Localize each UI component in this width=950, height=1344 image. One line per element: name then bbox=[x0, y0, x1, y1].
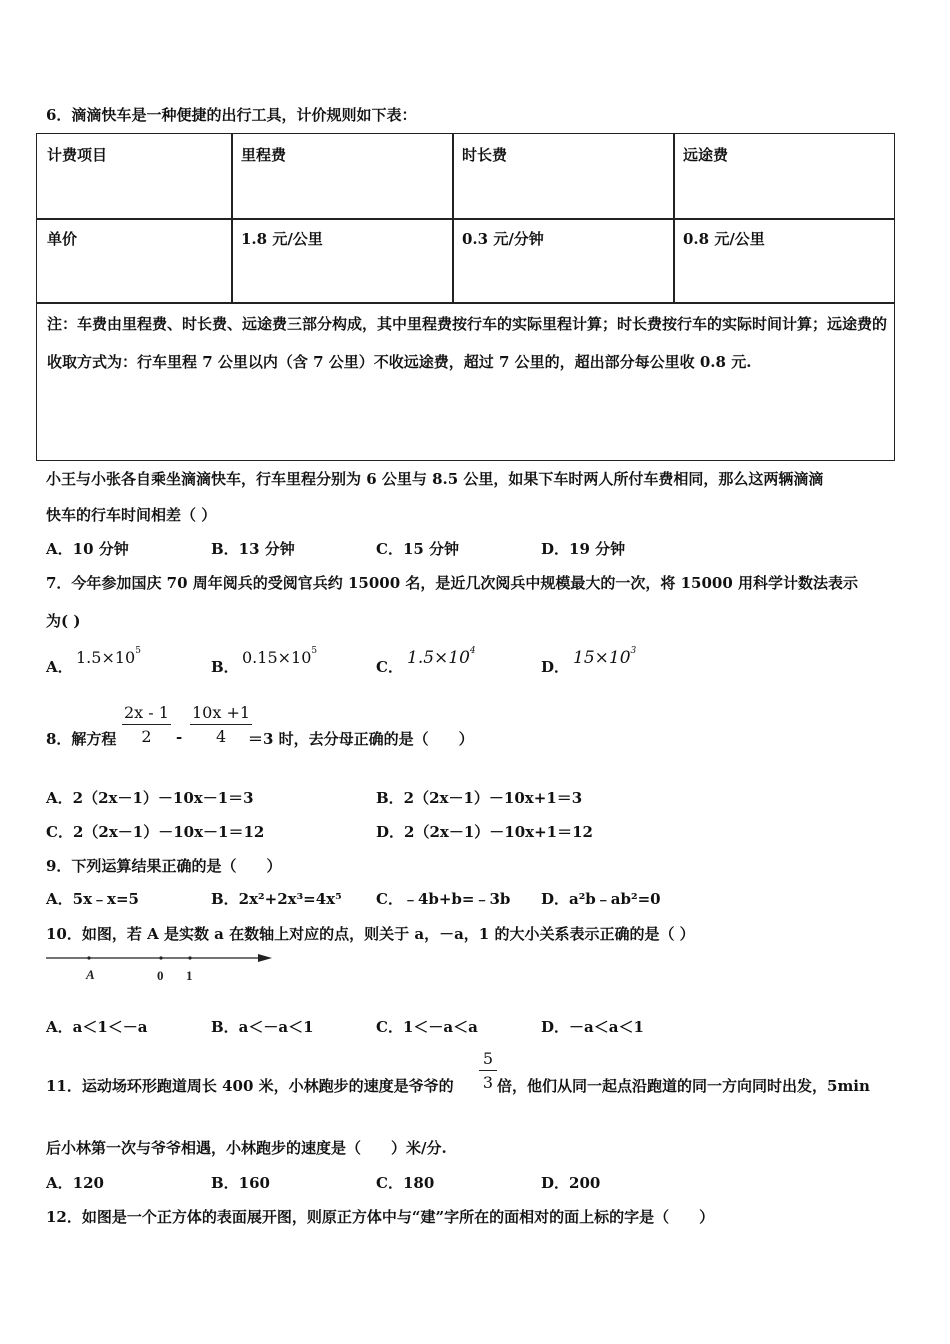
q8-fraction-2 bbox=[190, 703, 252, 746]
q7-option-d-value: $15\times 10^3$ bbox=[573, 646, 637, 668]
fraction-bar bbox=[122, 724, 171, 725]
origin-marker bbox=[159, 956, 162, 959]
q7-option-b-value: $0.15\times 10^5$ bbox=[242, 646, 318, 667]
table-cell: 单价 bbox=[47, 230, 78, 248]
pricing-table bbox=[36, 133, 895, 461]
q7-option-d-label: D． bbox=[541, 658, 570, 676]
table-header-cell: 计费项目 bbox=[47, 146, 108, 164]
q11-option-c: C．180 bbox=[376, 1174, 435, 1192]
q11-prefix: 11．运动场环形跑道周长 400 米，小林跑步的速度是爷爷的 bbox=[46, 1077, 454, 1095]
one-label: 1 bbox=[186, 968, 193, 983]
q8-fraction-1 bbox=[122, 703, 171, 746]
table-header-cell: 里程费 bbox=[241, 146, 287, 164]
q8-prefix: 8．解方程 bbox=[46, 730, 117, 748]
one-marker bbox=[188, 956, 191, 959]
q7-option-c-label: C． bbox=[376, 658, 403, 676]
q8-frac2-denominator: 4 bbox=[215, 727, 227, 746]
q8-option-a: A．2（2x－1）－10x－1＝3 bbox=[46, 789, 254, 807]
q10-option-d: D．－a＜a＜1 bbox=[541, 1018, 644, 1036]
q8-minus: - bbox=[176, 728, 183, 746]
q7-option-a-value: $1.5\times 10^5$ bbox=[76, 646, 141, 667]
table-header-cell: 时长费 bbox=[462, 146, 508, 164]
q7-option-a-label: A． bbox=[46, 658, 73, 676]
q6-text-line1: 小王与小张各自乘坐滴滴快车，行车里程分别为 6 公里与 8.5 公里，如果下车时两人所付车费相同，那么这两辆滴滴 bbox=[46, 470, 824, 488]
q8-frac1-denominator: 2 bbox=[141, 727, 152, 746]
q8-option-d: D．2（2x－1）－10x+1＝12 bbox=[376, 823, 593, 841]
table-cell: 1.8 元/公里 bbox=[241, 230, 323, 248]
q9-option-c: C．﹣4b+b=﹣3b bbox=[376, 890, 511, 908]
q9-option-b: B．2x²+2x³=4x⁵ bbox=[211, 890, 342, 908]
number-line bbox=[44, 950, 276, 986]
q11-frac-denominator: 3 bbox=[482, 1073, 494, 1092]
q11-option-a: A．120 bbox=[46, 1174, 104, 1192]
fraction-bar bbox=[190, 724, 252, 725]
q10-option-b: B．a＜－a＜1 bbox=[211, 1018, 314, 1036]
q8-suffix: ＝3 时，去分母正确的是（ ） bbox=[248, 730, 474, 748]
point-a-marker bbox=[87, 956, 90, 959]
q7-option-c-value: $1.5\times 10^4$ bbox=[407, 646, 476, 668]
q9-option-a: A．5x﹣x=5 bbox=[46, 890, 139, 908]
q11-line2: 后小林第一次与爷爷相遇，小林跑步的速度是（ ）米/分. bbox=[46, 1139, 447, 1157]
q7-option-b-label: B． bbox=[211, 658, 239, 676]
table-cell: 0.3 元/分钟 bbox=[462, 230, 544, 248]
q6-text-line2: 快车的行车时间相差（ ） bbox=[46, 506, 217, 524]
q8-option-b: B．2（2x－1）－10x+1＝3 bbox=[376, 789, 583, 807]
q10-stem: 10．如图，若 A 是实数 a 在数轴上对应的点，则关于 a，－a，1 的大小关系表示正确的是（ ） bbox=[46, 925, 695, 943]
q11-fraction bbox=[479, 1049, 497, 1092]
q11-option-b: B．160 bbox=[211, 1174, 270, 1192]
arrow-icon bbox=[258, 954, 272, 962]
q12-stem: 12．如图是一个正方体的表面展开图，则原正方体中与“建”字所在的面相对的面上标的字是（ ） bbox=[46, 1208, 715, 1226]
table-header-cell: 远途费 bbox=[683, 146, 729, 164]
q7-stem-line1: 7．今年参加国庆 70 周年阅兵的受阅官兵约 15000 名，是近几次阅兵中规模最大的一次，将 15000 用科学计数法表示 bbox=[46, 574, 859, 592]
q10-option-c: C．1＜－a＜a bbox=[376, 1018, 478, 1036]
table-divider bbox=[37, 302, 894, 304]
q11-frac-numerator: 5 bbox=[482, 1049, 494, 1068]
q6-option-d: D．19 分钟 bbox=[541, 540, 626, 558]
q11-option-d: D．200 bbox=[541, 1174, 601, 1192]
q6-option-a: A．10 分钟 bbox=[46, 540, 129, 558]
fraction-bar bbox=[479, 1070, 497, 1071]
q6-option-b: B．13 分钟 bbox=[211, 540, 295, 558]
q8-frac2-numerator: 10x +1 bbox=[192, 703, 251, 722]
q10-option-a: A．a＜1＜－a bbox=[46, 1018, 148, 1036]
point-a-label: A bbox=[86, 967, 95, 982]
table-divider bbox=[37, 218, 894, 220]
q9-option-d: D．a²b﹣ab²=0 bbox=[541, 890, 661, 908]
table-note: 注：车费由里程费、时长费、远途费三部分构成，其中里程费按行车的实际里程计算；时长费按行车的实际时间计算；远途费的收取方式为：行车里程 7 公里以内（含 7 公里）不收远途费，超过 7 公里的，超出部分每公里收 0.8 元. bbox=[47, 315, 888, 371]
q6-stem: 6．滴滴快车是一种便捷的出行工具，计价规则如下表： bbox=[46, 106, 417, 124]
q6-option-c: C．15 分钟 bbox=[376, 540, 460, 558]
q8-frac1-numerator: 2x - 1 bbox=[124, 703, 169, 722]
q7-stem-line2: 为( ) bbox=[46, 612, 81, 630]
q11-suffix: 倍，他们从同一起点沿跑道的同一方向同时出发，5min bbox=[497, 1077, 870, 1095]
origin-label: 0 bbox=[157, 968, 164, 983]
q9-stem: 9．下列运算结果正确的是（ ） bbox=[46, 857, 282, 875]
table-cell: 0.8 元/公里 bbox=[683, 230, 765, 248]
q8-option-c: C．2（2x－1）－10x－1＝12 bbox=[46, 823, 265, 841]
